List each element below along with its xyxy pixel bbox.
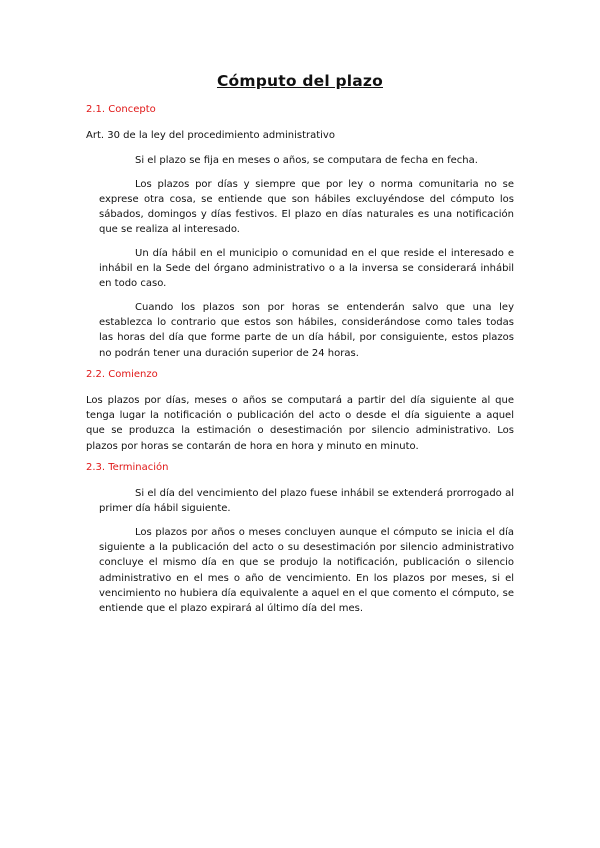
- section-heading-concepto: 2.1. Concepto: [86, 104, 156, 115]
- paragraph: Los plazos por años o meses concluyen aunque el cómputo se inicia el día siguiente a la publicación del acto o su desestimación por silencio administrativo concluye el mismo día en que se produjo la notificación, publicación o silencio administrativo en el mes o año de vencimiento. En los plazos por meses, si el vencimiento no hubiera día equivalente a aquel en el que comento el cómputo, se entiende que el plazo expirará al último día del mes.: [99, 526, 514, 615]
- section-heading-terminacion: 2.3. Terminación: [86, 462, 169, 474]
- paragraph: Si el día del vencimiento del plazo fuese inhábil se extenderá prorrogado al primer día hábil siguiente.: [99, 488, 514, 515]
- section-heading-comienzo: 2.2. Comienzo: [86, 368, 158, 380]
- paragraph: Los plazos por días y siempre que por ley o norma comunitaria no se exprese otra cosa, se entiende que son hábiles excluyéndose del cómputo los sábados, domingos y días festivos. El plazo en días naturales es una notificación que se realiza al interesado.: [99, 178, 514, 236]
- section-lead-text: Art. 30 de la ley del procedimiento administrativo: [86, 130, 335, 141]
- paragraph: Los plazos por días, meses o años se computará a partir del día siguiente al que tenga lugar la notificación o publicación del acto o desde el día siguiente a aquel que se produzca la estimación o desestimación por silencio administrativo. Los plazos por horas se contarán de hora en hora y minuto en minuto.: [86, 394, 514, 452]
- page-title: Cómputo del plazo: [216, 72, 383, 90]
- paragraph: Si el plazo se fija en meses o años, se computara de fecha en fecha.: [135, 155, 478, 167]
- paragraph: Un día hábil en el municipio o comunidad en el que reside el interesado e inhábil en la Sede del órgano administrativo o a la inversa se considerará inhábil en todo caso.: [99, 247, 514, 290]
- paragraph: Cuando los plazos son por horas se entenderán salvo que una ley establezca lo contrario que estos son hábiles, considerándose como tales todas las horas del día que forme parte de un día hábil, por consiguiente, estos plazos no podrán tener una duración superior de 24 horas.: [99, 301, 514, 359]
